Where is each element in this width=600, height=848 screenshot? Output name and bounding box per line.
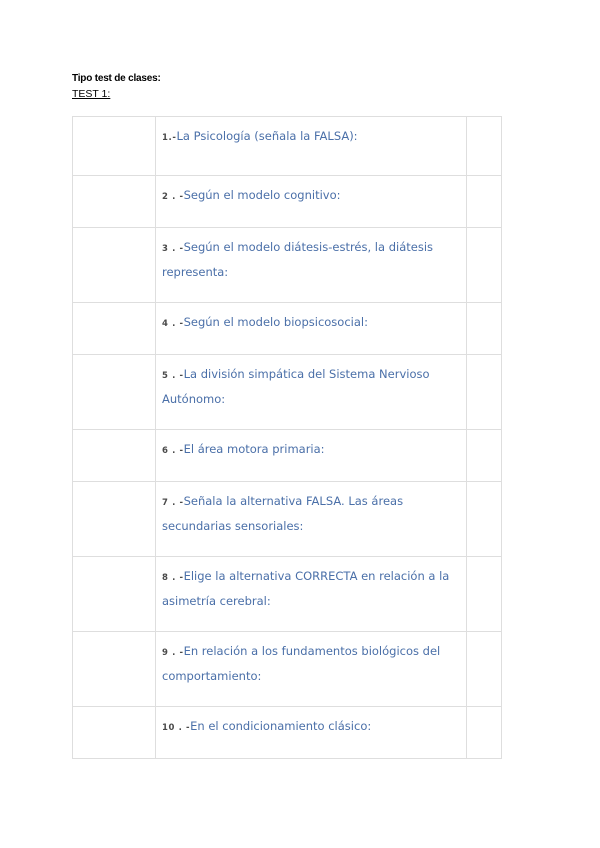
question-text: La división simpática del Sistema Nervioso Autónomo: bbox=[162, 367, 430, 406]
table-row bbox=[73, 117, 502, 176]
row-right-cell bbox=[467, 117, 502, 176]
table-row bbox=[73, 632, 502, 707]
question-cell bbox=[156, 557, 467, 632]
question-cell bbox=[156, 228, 467, 303]
question-number: 1.- bbox=[162, 133, 177, 143]
question-number: 9 . - bbox=[162, 648, 184, 658]
question-text: Según el modelo diátesis-estrés, la diátesis representa: bbox=[162, 240, 434, 279]
question-text: El área motora primaria: bbox=[183, 442, 325, 456]
question-number: 3 . - bbox=[162, 244, 184, 254]
row-left-cell bbox=[73, 355, 156, 430]
row-left-cell bbox=[73, 430, 156, 482]
question-number: 4 . - bbox=[162, 319, 184, 329]
question-cell bbox=[156, 117, 467, 176]
row-right-cell bbox=[467, 303, 502, 355]
question-cell bbox=[156, 303, 467, 355]
row-right-cell bbox=[467, 430, 502, 482]
table-row bbox=[73, 303, 502, 355]
row-right-cell bbox=[467, 707, 502, 759]
table-row bbox=[73, 707, 502, 759]
question-text: En relación a los fundamentos biológicos del comportamiento: bbox=[162, 644, 441, 683]
question-number: 7 . - bbox=[162, 498, 184, 508]
question-cell bbox=[156, 707, 467, 759]
row-right-cell bbox=[467, 355, 502, 430]
question-cell bbox=[156, 176, 467, 228]
question-text: En el condicionamiento clásico: bbox=[190, 719, 372, 733]
table-row bbox=[73, 228, 502, 303]
row-right-cell bbox=[467, 176, 502, 228]
table-row bbox=[73, 176, 502, 228]
row-left-cell bbox=[73, 117, 156, 176]
row-left-cell bbox=[73, 176, 156, 228]
row-right-cell bbox=[467, 228, 502, 303]
question-text: La Psicología (señala la FALSA): bbox=[176, 129, 358, 143]
row-left-cell bbox=[73, 482, 156, 557]
question-cell bbox=[156, 632, 467, 707]
table-row bbox=[73, 430, 502, 482]
row-left-cell bbox=[73, 632, 156, 707]
test-heading: TEST 1: bbox=[72, 88, 111, 100]
document-title: Tipo test de clases: bbox=[72, 73, 161, 84]
row-left-cell bbox=[73, 303, 156, 355]
table-row bbox=[73, 355, 502, 430]
question-text: Señala la alternativa FALSA. Las áreas secundarias sensoriales: bbox=[162, 494, 404, 533]
question-cell bbox=[156, 430, 467, 482]
question-cell bbox=[156, 355, 467, 430]
question-text: Elige la alternativa CORRECTA en relación a la asimetría cerebral: bbox=[162, 569, 450, 608]
row-right-cell bbox=[467, 557, 502, 632]
question-number: 5 . - bbox=[162, 371, 184, 381]
row-left-cell bbox=[73, 707, 156, 759]
question-text: Según el modelo cognitivo: bbox=[183, 188, 341, 202]
table-row bbox=[73, 482, 502, 557]
question-number: 10 . - bbox=[162, 723, 191, 733]
question-cell bbox=[156, 482, 467, 557]
questions-table bbox=[72, 116, 502, 759]
table-row bbox=[73, 557, 502, 632]
row-right-cell bbox=[467, 482, 502, 557]
row-right-cell bbox=[467, 632, 502, 707]
question-number: 6 . - bbox=[162, 446, 184, 456]
row-left-cell bbox=[73, 228, 156, 303]
row-left-cell bbox=[73, 557, 156, 632]
question-number: 8 . - bbox=[162, 573, 184, 583]
question-text: Según el modelo biopsicosocial: bbox=[183, 315, 368, 329]
question-number: 2 . - bbox=[162, 192, 184, 202]
